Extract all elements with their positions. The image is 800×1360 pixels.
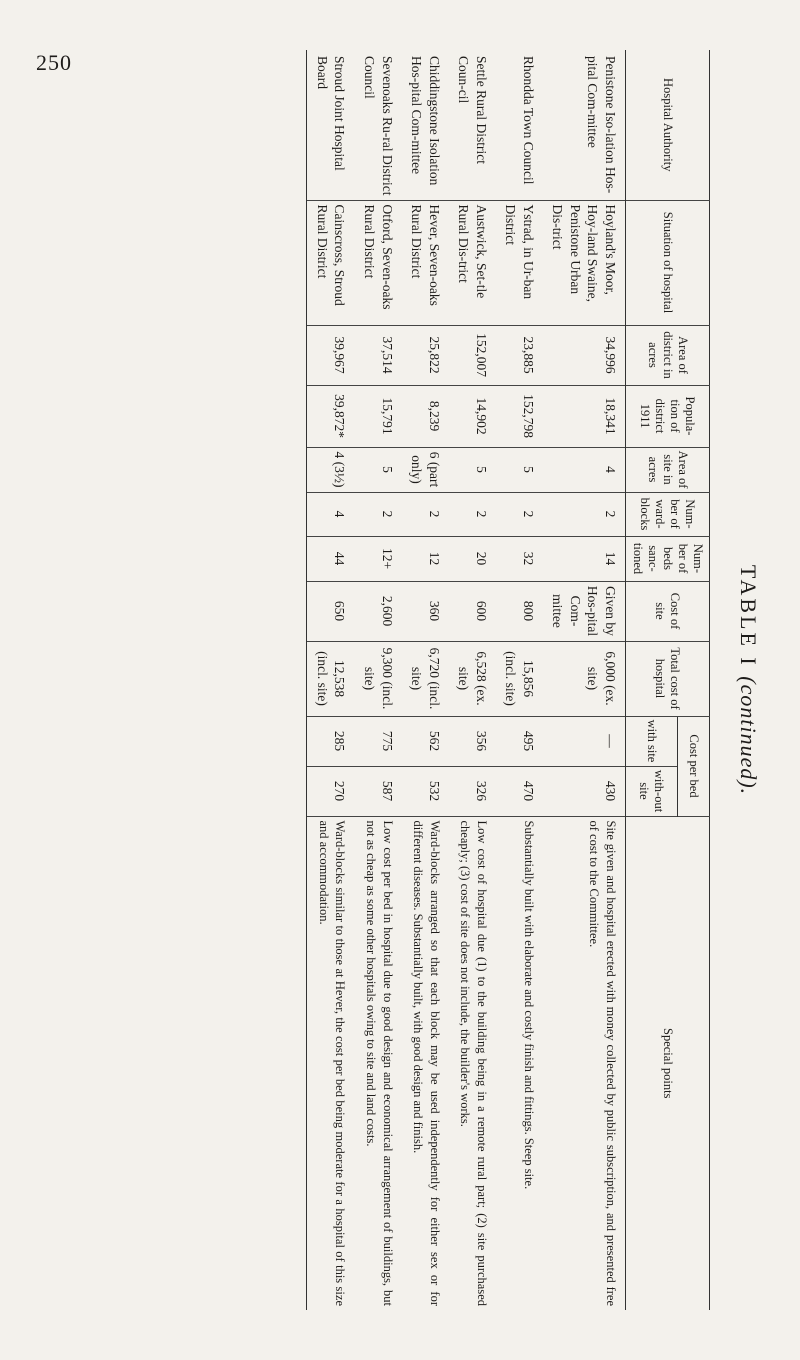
cell-site-area: 5: [496, 447, 543, 492]
cell-authority: Rhondda Town Council: [496, 50, 543, 200]
cell-cost-with-site: 775: [354, 716, 401, 766]
cell-special-points: Ward-blocks arranged so that each block may be used independently for either sex or for different diseases. Substantially built, with good design and finish.: [410, 820, 442, 1306]
table-row: [496, 50, 543, 1310]
header-cost-without-site: with-out site: [626, 766, 678, 816]
cell-site-cost: 800: [496, 581, 543, 641]
cell-site-cost: Given by Hos-pital Com-mittee: [543, 581, 626, 641]
cell-special-points: Low cost per bed in hospital due to good design and economical arrangement of buildings, but not as cheap as some other hospitals owing to site and land costs.: [363, 820, 395, 1306]
cell-site-cost: 650: [307, 581, 355, 641]
table-row: [449, 50, 496, 1310]
cell-population: 18,341: [543, 385, 626, 447]
cell-cost-without-site: 470: [496, 766, 543, 816]
table-header: [626, 50, 710, 1310]
cell-site-area: 5: [449, 447, 496, 492]
table-row: [543, 50, 626, 1310]
header-beds: Num-ber of beds sanc-tioned: [626, 536, 710, 581]
cell-site-area: 5: [354, 447, 401, 492]
header-population: Popula-tion of district 1911: [626, 385, 710, 447]
table-row: [354, 50, 401, 1310]
cell-population: 15,791: [354, 385, 401, 447]
cell-situation: Hever, Seven-oaks Rural District: [402, 200, 449, 325]
table-body: [307, 50, 626, 1310]
cell-cost-with-site: 495: [496, 716, 543, 766]
cell-beds: 14: [543, 536, 626, 581]
cell-area: 37,514: [354, 325, 401, 385]
cell-situation: Cainscross, Stroud Rural District: [307, 200, 355, 325]
cell-area: 39,967: [307, 325, 355, 385]
header-area: Area of district in acres: [626, 325, 710, 385]
cell-area: 25,822: [402, 325, 449, 385]
table-frame: [30, 50, 710, 1310]
header-ward-blocks: Num-ber of ward-blocks: [626, 492, 710, 536]
cell-cost-without-site: 430: [543, 766, 626, 816]
cell-site-cost: 2,600: [354, 581, 401, 641]
header-cost-per-bed: Cost per bed: [678, 716, 710, 816]
cell-area: 23,885: [496, 325, 543, 385]
header-total-cost: Total cost of hospital: [626, 641, 710, 716]
hospital-costs-table: [306, 50, 710, 1310]
cell-cost-with-site: 562: [402, 716, 449, 766]
cell-beds: 44: [307, 536, 355, 581]
header-cost-with-site: with site: [626, 716, 678, 766]
cell-site-area: 4 (3½): [307, 447, 355, 492]
cell-cost-with-site: 285: [307, 716, 355, 766]
cell-beds: 32: [496, 536, 543, 581]
cell-cost-without-site: 326: [449, 766, 496, 816]
cell-authority: Stroud Joint Hospital Board: [307, 50, 355, 200]
cell-special-points: Ward-blocks similar to those at Hever, the cost per bed being moderate for a hospital of this size and accommodation.: [307, 816, 355, 1310]
cell-special-points: Site given and hospital erected with money collected by public subscription, and presented free of cost to the Committee.: [587, 820, 618, 1306]
cell-situation: Austwick, Set-tle Rural Dis-trict: [449, 200, 496, 325]
cell-special-points: Substantially built with elaborate and costly finish and fittings. Steep site.: [521, 820, 536, 1190]
cell-total-cost: 15,856 (incl. site): [496, 641, 543, 716]
cell-ward-blocks: 2: [449, 492, 496, 536]
cell-ward-blocks: 2: [354, 492, 401, 536]
cell-total-cost: 12,538 (incl. site): [307, 641, 355, 716]
cell-authority: Settle Rural District Coun-cil: [449, 50, 496, 200]
header-authority: Hospital Authority: [626, 50, 710, 200]
cell-beds: 20: [449, 536, 496, 581]
cell-situation: Otford, Seven-oaks Rural District: [354, 200, 401, 325]
cell-area: 34,996: [543, 325, 626, 385]
header-situation: Situation of hospital: [626, 200, 710, 325]
page-number: 250: [36, 50, 72, 75]
cell-total-cost: 6,000 (ex. site): [543, 641, 626, 716]
cell-total-cost: 6,720 (incl. site): [402, 641, 449, 716]
cell-beds: 12+: [354, 536, 401, 581]
cell-cost-without-site: 270: [307, 766, 355, 816]
cell-cost-without-site: 587: [354, 766, 401, 816]
cell-authority: Sevenoaks Ru-ral District Council: [354, 50, 401, 200]
header-special-points: Special points: [626, 816, 710, 1310]
cell-authority: Chiddingstone Isolation Hos-pital Com-mittee: [402, 50, 449, 200]
cell-ward-blocks: 2: [402, 492, 449, 536]
header-site-cost: Cost of site: [626, 581, 710, 641]
table-row: [402, 50, 449, 1310]
cell-authority: Penistone Iso-lation Hos-pital Com-mittee: [543, 50, 626, 200]
cell-ward-blocks: 4: [307, 492, 355, 536]
cell-ward-blocks: 2: [543, 492, 626, 536]
cell-cost-with-site: —: [543, 716, 626, 766]
cell-ward-blocks: 2: [496, 492, 543, 536]
cell-population: 39,872*: [307, 385, 355, 447]
table-row: [307, 50, 355, 1310]
cell-site-cost: 360: [402, 581, 449, 641]
table-caption-continued: (continued).: [736, 676, 761, 796]
cell-total-cost: 9,300 (incl. site): [354, 641, 401, 716]
cell-population: 152,798: [496, 385, 543, 447]
cell-cost-with-site: 356: [449, 716, 496, 766]
cell-area: 152,007: [449, 325, 496, 385]
cell-special-points: Low cost of hospital due (1) to the building being in a remote rural part; (2) site purchased cheaply; (3) cost of site does not include, the builder's works.: [457, 820, 489, 1306]
cell-situation: Ystrad, in Ur-ban District: [496, 200, 543, 325]
cell-cost-without-site: 532: [402, 766, 449, 816]
cell-situation: Hoyland's Moor, Hoy-land Swaine, Penistone Urban Dis-trict: [543, 200, 626, 325]
rotated-table-wrapper: [30, 50, 710, 1310]
table-caption: [735, 565, 761, 795]
header-site-area: Area of site in acres: [626, 447, 710, 492]
cell-population: 14,902: [449, 385, 496, 447]
cell-site-cost: 600: [449, 581, 496, 641]
cell-population: 8,239: [402, 385, 449, 447]
cell-beds: 12: [402, 536, 449, 581]
cell-total-cost: 6,528 (ex. site): [449, 641, 496, 716]
cell-site-area: 4: [543, 447, 626, 492]
table-caption-label: TABLE I: [736, 564, 761, 668]
cell-site-area: 6 (part only): [402, 447, 449, 492]
